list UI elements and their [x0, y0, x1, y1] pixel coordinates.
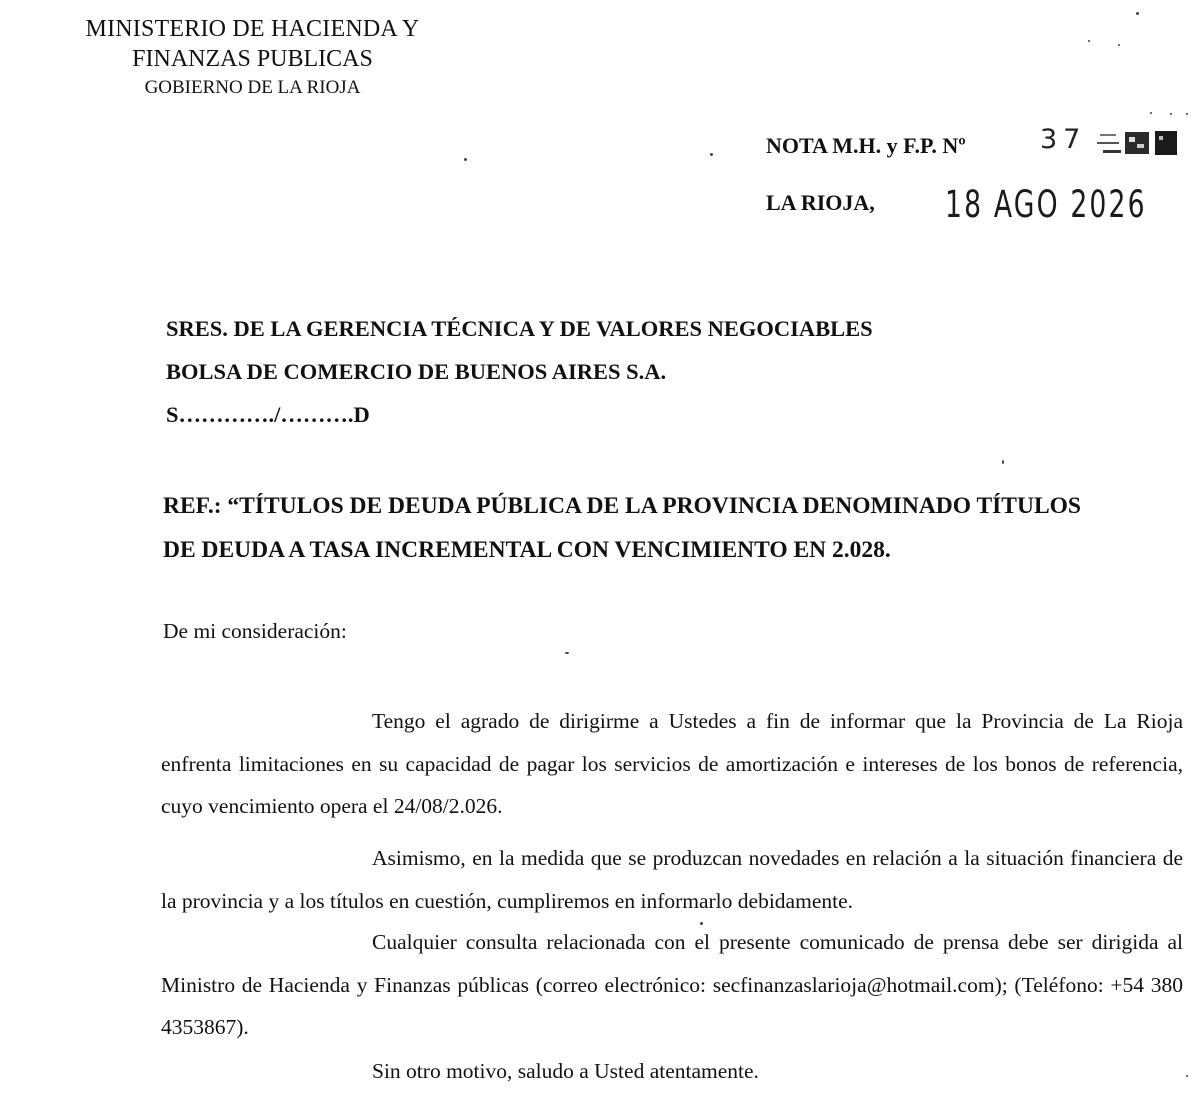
- body-paragraph: Tengo el agrado de dirigirme a Ustedes a fin de informar que la Provincia de La Rioja enfrenta limitaciones en su capacidad de pagar los servicios de amortización e intereses de los bonos de referencia, cuyo vencimiento opera el 24/08/2.026.: [161, 709, 1183, 818]
- ministry-name: MINISTERIO DE HACIENDA Y: [85, 16, 420, 42]
- addressee-line: S…………./……….D: [166, 402, 370, 427]
- reference-line: REF.: “TÍTULOS DE DEUDA PÚBLICA DE LA PROVINCIA DENOMINADO TÍTULOS: [163, 493, 1081, 519]
- body-paragraph: Asimismo, en la medida que se produzcan novedades en relación a la situación financiera de la provincia y a los títulos en cuestión, cumpliremos en informarlo debidamente.: [161, 846, 1183, 913]
- government-name: GOBIERNO DE LA RIOJA: [144, 77, 361, 98]
- body-paragraph: Cualquier consulta relacionada con el presente comunicado de prensa debe ser dirigida al Ministro de Hacienda y Finanzas públicas (correo electrónico: secfinanzaslarioja@hotmail.com); (Teléfono: +54 380 4353867).: [161, 930, 1183, 1039]
- addressee-line: SRES. DE LA GERENCIA TÉCNICA Y DE VALORES NEGOCIABLES: [166, 316, 873, 341]
- addressee-line: BOLSA DE COMERCIO DE BUENOS AIRES S.A.: [166, 359, 667, 384]
- salutation: De mi consideración:: [163, 619, 347, 643]
- note-number-stamp: 37: [1040, 124, 1087, 155]
- stamp-ink-blots: [1097, 128, 1199, 156]
- note-number-label: NOTA M.H. y F.P. Nº: [766, 133, 966, 158]
- city-label: LA RIOJA,: [766, 190, 875, 215]
- reference-line: DE DEUDA A TASA INCREMENTAL CON VENCIMIENTO EN 2.028.: [163, 537, 891, 563]
- ministry-name-continued: FINANZAS PUBLICAS: [132, 46, 373, 72]
- closing-line: Sin otro motivo, saludo a Usted atentamente.: [372, 1059, 759, 1083]
- date-stamp: 18 AGO 2026: [945, 183, 1147, 226]
